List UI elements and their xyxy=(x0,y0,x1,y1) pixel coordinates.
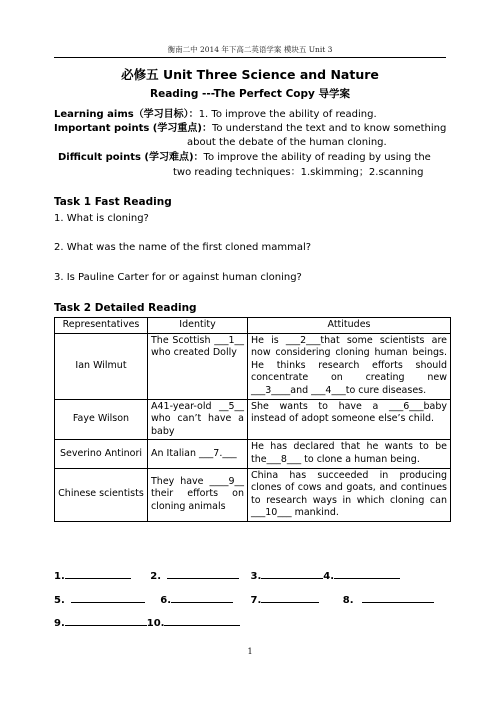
page-number: 1 xyxy=(247,647,253,656)
answer-blank[interactable] xyxy=(261,568,323,579)
page-subtitle: Reading ---The Perfect Copy 导学案 xyxy=(149,88,351,100)
identity-cell: They have ____9__ their efforts on cloning animals xyxy=(148,468,248,521)
col-header-attitudes: Attitudes xyxy=(248,318,451,334)
answer-blank[interactable] xyxy=(362,592,434,603)
important-points-cont: about the debate of the human cloning. xyxy=(187,137,387,148)
answer-label: 3. xyxy=(250,571,262,582)
identity-cell: An Italian ___7.___ xyxy=(148,440,248,468)
col-header-identity: Identity xyxy=(148,318,248,334)
attitude-cell: He is ___2___that some scientists are now considering cloning human beings. He thinks research efforts should concentrate on creating new ___3____and ___4___to cure diseases. xyxy=(248,333,451,399)
important-points-text: To understand the text and to know something xyxy=(211,123,447,134)
answer-blank[interactable] xyxy=(65,568,131,579)
answer-label: 9. xyxy=(54,618,65,629)
difficult-points xyxy=(58,151,431,164)
answer-blank[interactable] xyxy=(65,615,147,626)
attitude-cell: China has succeeded in producing clones of cows and goats, and continues to research ways in which cloning can ___10___ mankind. xyxy=(248,468,451,521)
answer-blank[interactable] xyxy=(171,592,233,603)
running-header: 衡南二中 2014 年下高二英语学案 模块五 Unit 3 xyxy=(167,45,333,54)
answer-row-2 xyxy=(54,592,434,606)
identity-cell: The Scottish ___1__ who created Dolly xyxy=(148,333,248,399)
table-row xyxy=(55,399,451,440)
attitude-cell: He has declared that he wants to be the___8___ to clone a human being. xyxy=(248,440,451,468)
task1-question: 3. Is Pauline Carter for or against human cloning? xyxy=(54,272,302,283)
rep-cell: Faye Wilson xyxy=(55,399,148,440)
important-points xyxy=(54,122,446,135)
important-points-label: Important points (学习重点)： xyxy=(54,123,212,134)
answer-blank[interactable] xyxy=(164,615,240,626)
answer-row-3 xyxy=(54,615,240,629)
table-row xyxy=(55,333,451,399)
answer-label: 2. xyxy=(150,571,162,582)
header-rule xyxy=(54,57,446,58)
difficult-points-cont: two reading techniques：1.skimming；2.scanning xyxy=(173,167,424,178)
difficult-points-label: Difficult points (学习难点)： xyxy=(58,152,204,163)
answer-label: 7. xyxy=(250,595,262,606)
learning-aims-label: Learning aims（学习目标）： xyxy=(54,109,199,120)
answer-blank[interactable] xyxy=(167,568,239,579)
table-row xyxy=(55,468,451,521)
answer-blank[interactable] xyxy=(334,568,400,579)
table-header-row xyxy=(55,318,451,334)
difficult-points-text: To improve the ability of reading by using the xyxy=(203,152,431,163)
detailed-reading-table xyxy=(54,317,451,522)
answer-blank[interactable] xyxy=(261,592,319,603)
learning-aims xyxy=(54,108,377,121)
answer-label: 4. xyxy=(323,571,335,582)
answer-label: 10. xyxy=(146,618,165,629)
answer-label: 1. xyxy=(54,571,65,582)
answer-label: 8. xyxy=(342,595,354,606)
rep-cell: Ian Wilmut xyxy=(55,333,148,399)
answer-blank[interactable] xyxy=(71,592,145,603)
identity-cell: A41-year-old __5__ who can’t have a baby xyxy=(148,399,248,440)
answer-label: 6. xyxy=(160,595,172,606)
page-title: 必修五 Unit Three Science and Nature xyxy=(121,67,379,82)
col-header-representatives: Representatives xyxy=(55,318,148,334)
table-row xyxy=(55,440,451,468)
task2-heading: Task 2 Detailed Reading xyxy=(54,302,197,314)
learning-aims-text: 1. To improve the ability of reading. xyxy=(198,109,377,120)
answer-label: 5. xyxy=(54,595,65,606)
task1-question: 2. What was the name of the first cloned mammal? xyxy=(54,242,312,253)
attitude-cell: She wants to have a ___6___baby instead of adopt someone else’s child. xyxy=(248,399,451,440)
task1-heading: Task 1 Fast Reading xyxy=(54,196,172,208)
rep-cell: Chinese scientists xyxy=(55,468,148,521)
answer-row-1 xyxy=(54,568,400,582)
task1-question: 1. What is cloning? xyxy=(54,213,149,224)
rep-cell: Severino Antinori xyxy=(55,440,148,468)
